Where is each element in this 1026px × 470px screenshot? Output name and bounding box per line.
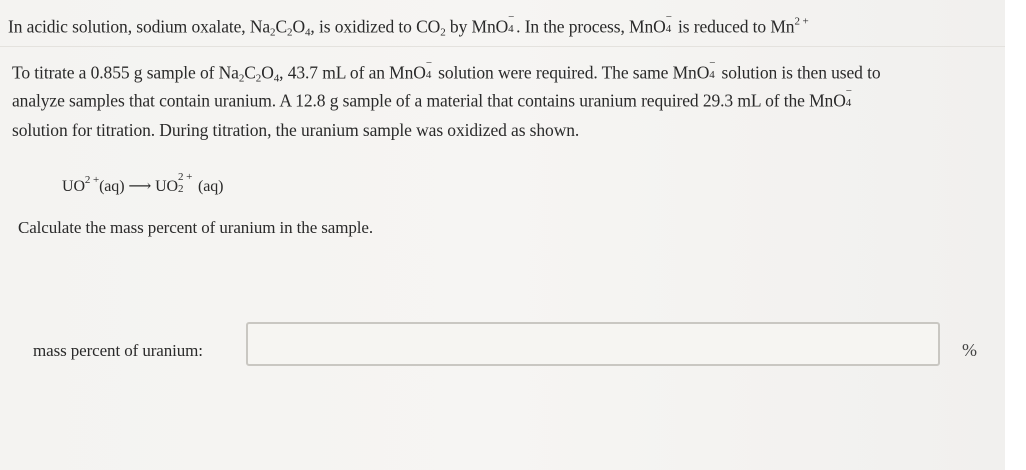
equation-product: UO xyxy=(155,178,179,195)
charge-stack xyxy=(178,171,193,195)
superscript: − xyxy=(845,85,852,97)
state-label: (aq) xyxy=(99,178,125,195)
subscript: 4 xyxy=(273,72,280,85)
subscript: 4 xyxy=(304,26,311,39)
paragraph-text: solution is then used to xyxy=(717,62,881,83)
paragraph-text: , 43.7 mL of an MnO xyxy=(279,62,426,83)
paragraph-text: analyze samples that contain uranium. A 12.8 g sample of a material that contains uranium required 29.3 mL of the MnO xyxy=(12,90,846,111)
subscript: 4 xyxy=(709,69,715,81)
paragraph-text: C xyxy=(244,62,256,83)
subscript: 4 xyxy=(425,69,432,81)
subscript: 2 xyxy=(178,183,184,195)
superscript: − xyxy=(425,57,432,69)
superscript: 2 + xyxy=(84,174,100,186)
superscript: − xyxy=(665,11,672,23)
question-paragraph-line-3: solution for titration. During titration, the uranium sample was oxidized as shown. xyxy=(12,120,580,140)
superscript: 2 + xyxy=(178,171,193,183)
paragraph-text: To titrate a 0.855 g sample of Na xyxy=(12,62,239,83)
intro-text: . In the process, MnO xyxy=(516,16,666,37)
subscript: 2 xyxy=(287,26,293,39)
subscript: 4 xyxy=(508,23,514,35)
intro-text: , is oxidized to CO xyxy=(310,16,441,37)
intro-text: is reduced to Mn xyxy=(673,16,795,37)
intro-text: In acidic solution, sodium oxalate, Na xyxy=(8,16,271,37)
charge-stack xyxy=(425,57,434,81)
equation-reactant: UO xyxy=(62,178,85,195)
superscript: − xyxy=(508,11,515,23)
divider xyxy=(0,46,1005,47)
superscript: 2 + xyxy=(794,15,809,28)
question-intro xyxy=(8,11,809,39)
subscript: 4 xyxy=(665,23,672,35)
superscript: − xyxy=(709,57,716,69)
subscript: 2 xyxy=(255,72,262,85)
charge-stack xyxy=(845,85,854,109)
reaction-arrow-icon: ⟶ xyxy=(128,178,152,195)
subscript: 2 xyxy=(440,26,446,39)
charge-stack xyxy=(508,11,516,35)
mass-percent-input[interactable] xyxy=(246,322,940,366)
subscript: 4 xyxy=(845,97,852,109)
page-edge xyxy=(1005,0,1026,470)
intro-text: C xyxy=(275,16,288,37)
question-paragraph-line-1 xyxy=(12,57,881,85)
calculation-prompt: Calculate the mass percent of uranium in the sample. xyxy=(18,218,373,237)
question-paragraph-line-2 xyxy=(12,85,854,112)
intro-text: by MnO xyxy=(445,16,509,37)
subscript: 2 xyxy=(238,72,245,85)
subscript: 2 xyxy=(270,26,276,39)
paragraph-text: solution were required. The same MnO xyxy=(433,62,710,83)
charge-stack xyxy=(665,11,674,35)
intro-text: O xyxy=(292,16,305,37)
reaction-equation xyxy=(62,171,224,196)
charge-stack xyxy=(709,57,717,81)
state-label: (aq) xyxy=(198,178,224,195)
paragraph-text: O xyxy=(261,62,274,83)
answer-label: mass percent of uranium: xyxy=(33,341,203,360)
percent-unit: % xyxy=(962,340,977,360)
